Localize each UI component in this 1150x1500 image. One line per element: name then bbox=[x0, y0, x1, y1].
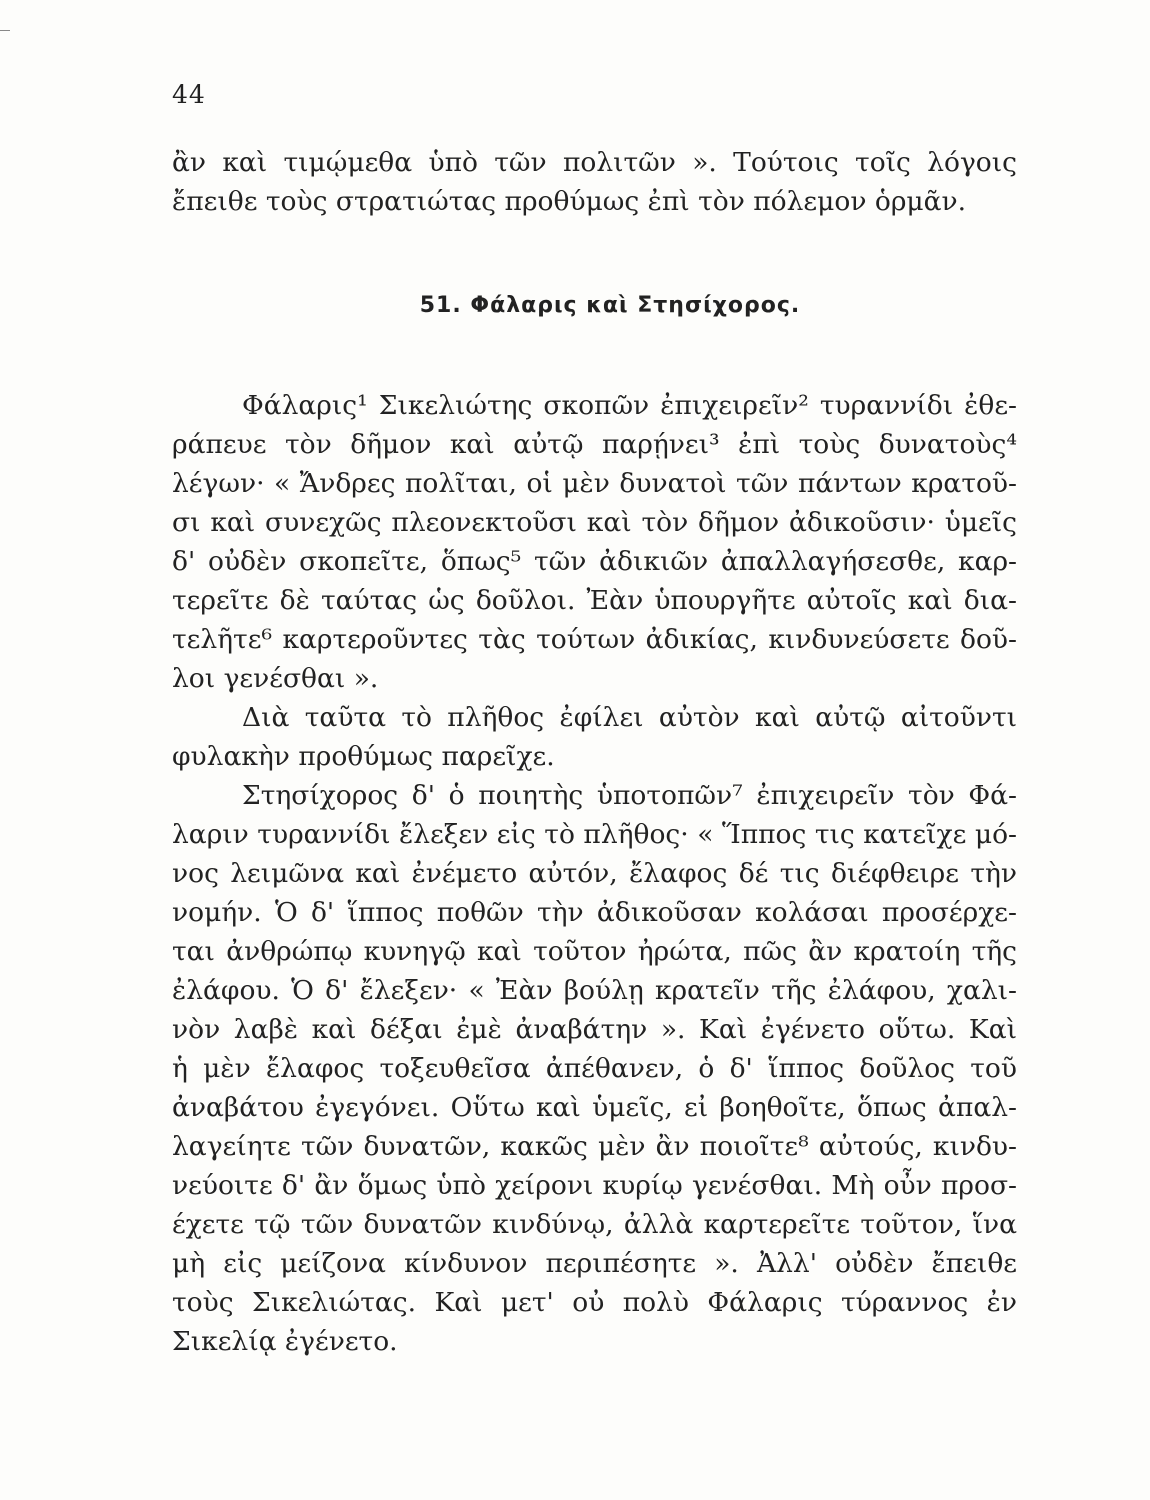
text-line: φυλακὴν προθύμως παρεῖχε. bbox=[172, 741, 555, 772]
text-line: σι καὶ συνεχῶς πλεονεκτοῦσι καὶ τὸν δῆμον ἀδικοῦσιν· ὑμεῖς bbox=[172, 507, 1017, 538]
section-body bbox=[172, 386, 1017, 1361]
text-line: λέγων· « Ἄνδρες πολῖται, οἱ μὲν δυνατοὶ τῶν πάντων κρατοῦ- bbox=[172, 468, 1017, 499]
text-line: νὸν λαβὲ καὶ δέξαι ἐμὲ ἀναβάτην ». Καὶ ἐγένετο οὕτω. Καὶ bbox=[172, 1014, 1017, 1045]
text-line: ἐλάφου. Ὁ δ' ἔλεξεν· « Ἐὰν βούλῃ κρατεῖν τῆς ἐλάφου, χαλι- bbox=[172, 975, 1017, 1006]
text-line: ἡ μὲν ἔλαφος τοξευθεῖσα ἀπέθανεν, ὁ δ' ἵππος δοῦλος τοῦ bbox=[172, 1053, 1017, 1084]
text-line: νομήν. Ὁ δ' ἵππος ποθῶν τὴν ἀδικοῦσαν κολάσαι προσέρχε- bbox=[172, 897, 1017, 928]
text-line: ἂν καὶ τιμῴμεθα ὑπὸ τῶν πολιτῶν ». Τούτοις τοῖς λόγοις bbox=[172, 147, 1017, 178]
text-line: Φάλαρις¹ Σικελιώτης σκοπῶν ἐπιχειρεῖν² τυραννίδι ἐθε- bbox=[242, 390, 1017, 421]
text-line: τερεῖτε δὲ ταύτας ὡς δοῦλοι. Ἐὰν ὑπουργῆτε αὐτοῖς καὶ δια- bbox=[172, 585, 1017, 616]
text-line: Στησίχορος δ' ὁ ποιητὴς ὑποτοπῶν⁷ ἐπιχειρεῖν τὸν Φά- bbox=[242, 780, 1017, 811]
text-line: ται ἀνθρώπῳ κυνηγῷ καὶ τοῦτον ἠρώτα, πῶς ἂν κρατοίη τῆς bbox=[172, 936, 1017, 967]
text-line: Σικελίᾳ ἐγένετο. bbox=[172, 1326, 398, 1357]
text-line: Διὰ ταῦτα τὸ πλῆθος ἐφίλει αὐτὸν καὶ αὐτῷ αἰτοῦντι bbox=[242, 702, 1017, 733]
text-line: λαγείητε τῶν δυνατῶν, κακῶς μὲν ἂν ποιοῖτε⁸ αὐτούς, κινδυ- bbox=[172, 1131, 1017, 1162]
text-line: τελῆτε⁶ καρτεροῦντες τὰς τούτων ἀδικίας, κινδυνεύσετε δοῦ- bbox=[172, 624, 1017, 655]
text-line: δ' οὐδὲν σκοπεῖτε, ὅπως⁵ τῶν ἀδικιῶν ἀπαλλαγήσεσθε, καρ- bbox=[172, 546, 1017, 577]
text-line: έχετε τῷ τῶν δυνατῶν κινδύνῳ, ἀλλὰ καρτερεῖτε τοῦτον, ἵνα bbox=[172, 1209, 1017, 1240]
text-line: νεύοιτε δ' ἂν ὅμως ὑπὸ χείρονι κυρίῳ γενέσθαι. Μὴ οὖν προσ- bbox=[172, 1170, 1017, 1201]
text-line: μὴ εἰς μείζονα κίνδυνον περιπέσητε ». Ἀλλ' οὐδὲν ἔπειθε bbox=[172, 1248, 1017, 1279]
section-heading: 51. Φάλαρις καὶ Στησίχορος. bbox=[419, 293, 801, 318]
margin-mark bbox=[0, 30, 10, 31]
text-line: λαριν τυραννίδι ἔλεξεν εἰς τὸ πλῆθος· « Ἵππος τις κατεῖχε μό- bbox=[172, 819, 1017, 850]
text-line: τοὺς Σικελιώτας. Καὶ μετ' οὐ πολὺ Φάλαρις τύραννος ἐν bbox=[172, 1287, 1017, 1318]
text-line: νος λειμῶνα καὶ ἐνέμετο αὐτόν, ἔλαφος δέ τις διέφθειρε τὴν bbox=[172, 858, 1017, 889]
page-number: 44 bbox=[172, 80, 206, 109]
text-line: ράπευε τὸν δῆμον καὶ αὐτῷ παρῄνει³ ἐπὶ τοὺς δυνατοὺς⁴ bbox=[172, 429, 1017, 460]
text-line: ἀναβάτου ἐγεγόνει. Οὕτω καὶ ὑμεῖς, εἰ βοηθοῖτε, ὅπως ἀπαλ- bbox=[172, 1092, 1017, 1123]
text-line: ἔπειθε τοὺς στρατιώτας προθύμως ἐπὶ τὸν πόλεμον ὁρμᾶν. bbox=[172, 186, 967, 217]
intro-paragraph bbox=[172, 143, 1017, 221]
text-line: λοι γενέσθαι ». bbox=[172, 663, 379, 694]
